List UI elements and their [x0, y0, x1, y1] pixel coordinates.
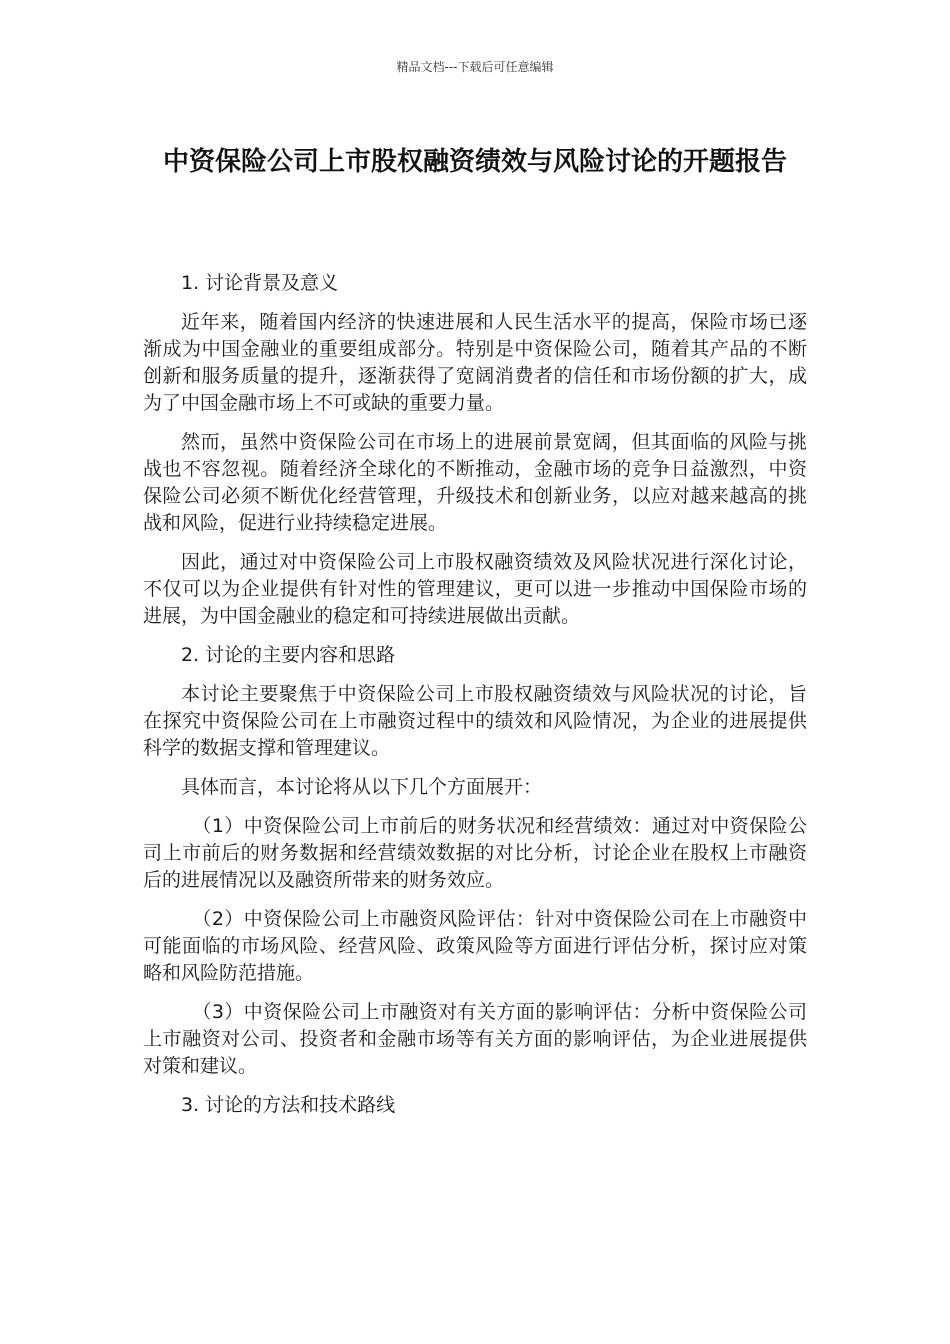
paragraph-content-2: 具体而言，本讨论将从以下几个方面展开：	[181, 776, 543, 798]
paragraph-background-2: 然而，虽然中资保险公司在市场上的进展前景宽阔，但其面临的风险与挑战也不容忽视。随着经济全球化的不断推动，金融市场的竞争日益激烈，中资保险公司必须不断优化经营管理，升级技术和创新业务，以应对越来越高的挑战和风险，促进行业持续稳定进展。	[143, 431, 807, 534]
list-item-risk-assessment: （2）中资保险公司上市融资风险评估：针对中资保险公司在上市融资中可能面临的市场风险、经营风险、政策风险等方面进行评估分析，探讨应对策略和风险防范措施。	[143, 908, 807, 984]
header-note: 精品文档---下载后可任意编辑	[396, 60, 554, 74]
section-heading-background: 1. 讨论背景及意义	[181, 272, 339, 294]
paragraph-content-1: 本讨论主要聚焦于中资保险公司上市股权融资绩效与风险状况的讨论，旨在探究中资保险公司在上市融资过程中的绩效和风险情况，为企业的进展提供科学的数据支撑和管理建议。	[143, 683, 807, 759]
section-heading-methods: 3. 讨论的方法和技术路线	[181, 1094, 396, 1116]
document-body	[143, 270, 807, 1131]
list-item-impact-assessment: （3）中资保险公司上市融资对有关方面的影响评估：分析中资保险公司上市融资对公司、投资者和金融市场等有关方面的影响评估，为企业进展提供对策和建议。	[143, 1001, 807, 1077]
list-item-financial-performance: （1）中资保险公司上市前后的财务状况和经营绩效：通过对中资保险公司上市前后的财务数据和经营绩效数据的对比分析，讨论企业在股权上市融资后的进展情况以及融资所带来的财务效应。	[143, 815, 807, 891]
paragraph-background-1: 近年来，随着国内经济的快速进展和人民生活水平的提高，保险市场已逐渐成为中国金融业的重要组成部分。特别是中资保险公司，随着其产品的不断创新和服务质量的提升，逐渐获得了宽阔消费者的信任和市场份额的扩大，成为了中国金融市场上不可或缺的重要力量。	[143, 311, 807, 414]
document-title: 中资保险公司上市股权融资绩效与风险讨论的开题报告	[162, 147, 787, 177]
section-heading-content: 2. 讨论的主要内容和思路	[181, 644, 396, 666]
paragraph-background-3: 因此，通过对中资保险公司上市股权融资绩效及风险状况进行深化讨论，不仅可以为企业提供有针对性的管理建议，更可以进一步推动中国保险市场的进展，为中国金融业的稳定和可持续进展做出贡献。	[143, 551, 807, 627]
